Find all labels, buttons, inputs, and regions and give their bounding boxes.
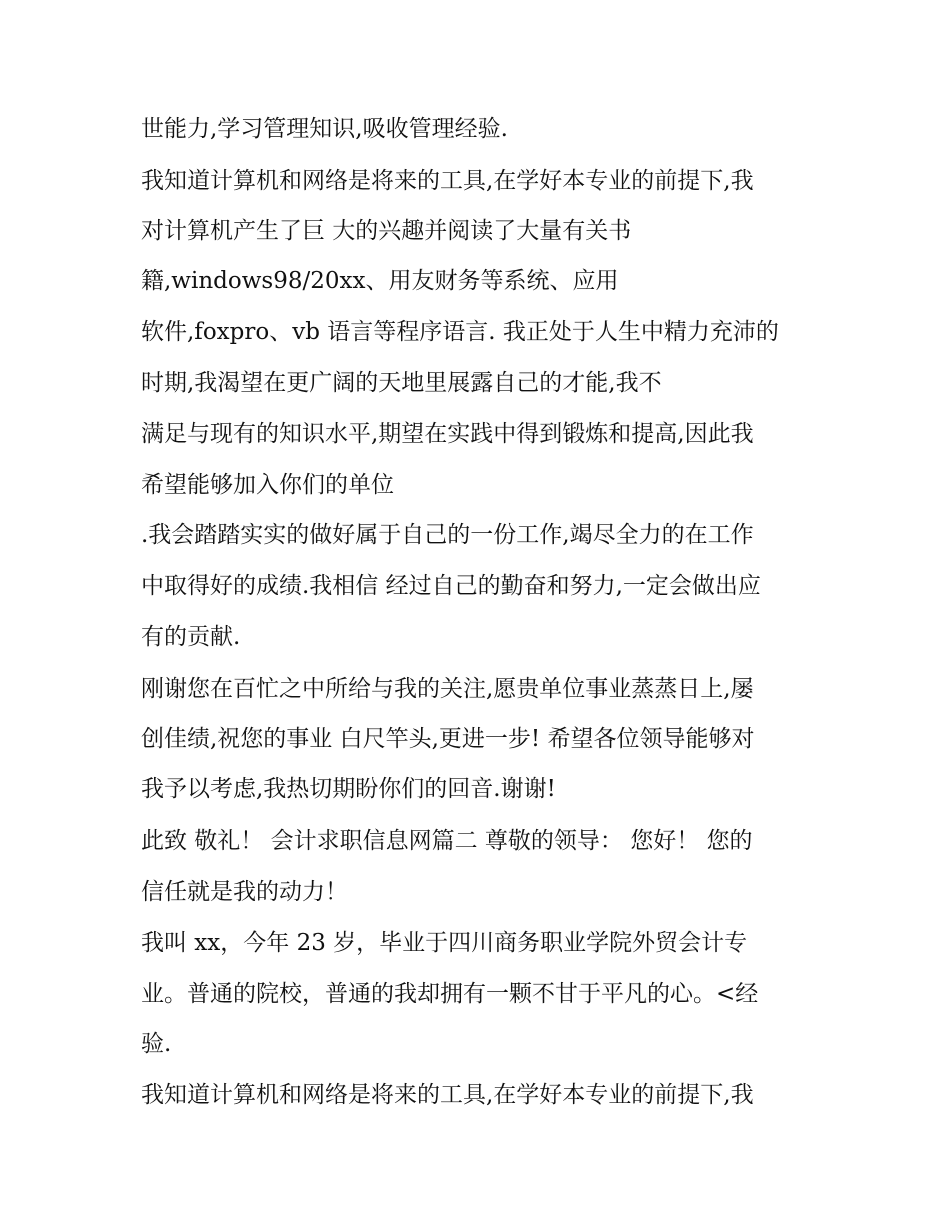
text-line: 此致 敬礼！ 会计求职信息网篇二 尊敬的领导： 您好！ 您的 <box>141 828 753 854</box>
text-line: 世能力,学习管理知识,吸收管理经验. <box>141 116 508 142</box>
text-line: 希望能够加入你们的单位 <box>141 472 394 498</box>
text-line: 我知道计算机和网络是将来的工具,在学好本专业的前提下,我 <box>141 168 754 194</box>
text-line: 我知道计算机和网络是将来的工具,在学好本专业的前提下,我 <box>141 1082 754 1108</box>
text-line: 我予以考虑,我热切期盼你们的回音.谢谢! <box>141 776 556 802</box>
text-line: .我会踏踏实实的做好属于自己的一份工作,竭尽全力的在工作 <box>141 522 754 548</box>
text-line: 对计算机产生了巨 大的兴趣并阅读了大量有关书 <box>141 218 632 244</box>
text-line: 籍,windows98/20xx、用友财务等系统、应用 <box>141 268 619 294</box>
text-line: 软件,foxpro、vb 语言等程序语言. 我正处于人生中精力充沛的 <box>141 319 779 345</box>
text-line: 业。普通的院校，普通的我却拥有一颗不甘于平凡的心。<经 <box>141 981 759 1007</box>
text-line: 信任就是我的动力！ <box>141 879 348 905</box>
text-line: 时期,我渴望在更广阔的天地里展露自己的才能,我不 <box>141 370 662 396</box>
text-line: 满足与现有的知识水平,期望在实践中得到锻炼和提高,因此我 <box>141 421 754 447</box>
text-line: 有的贡献. <box>141 624 241 650</box>
text-line: 刚谢您在百忙之中所给与我的关注,愿贵单位事业蒸蒸日上,屡 <box>141 676 754 702</box>
text-line: 中取得好的成绩.我相信 经过自己的勤奋和努力,一定会做出应 <box>141 573 761 599</box>
text-line: 我叫 xx，今年 23 岁，毕业于四川商务职业学院外贸会计专 <box>141 930 748 956</box>
text-line: 创佳绩,祝您的事业 白尺竿头,更进一步! 希望各位领导能够对 <box>141 726 755 752</box>
text-line: 验. <box>141 1031 172 1057</box>
